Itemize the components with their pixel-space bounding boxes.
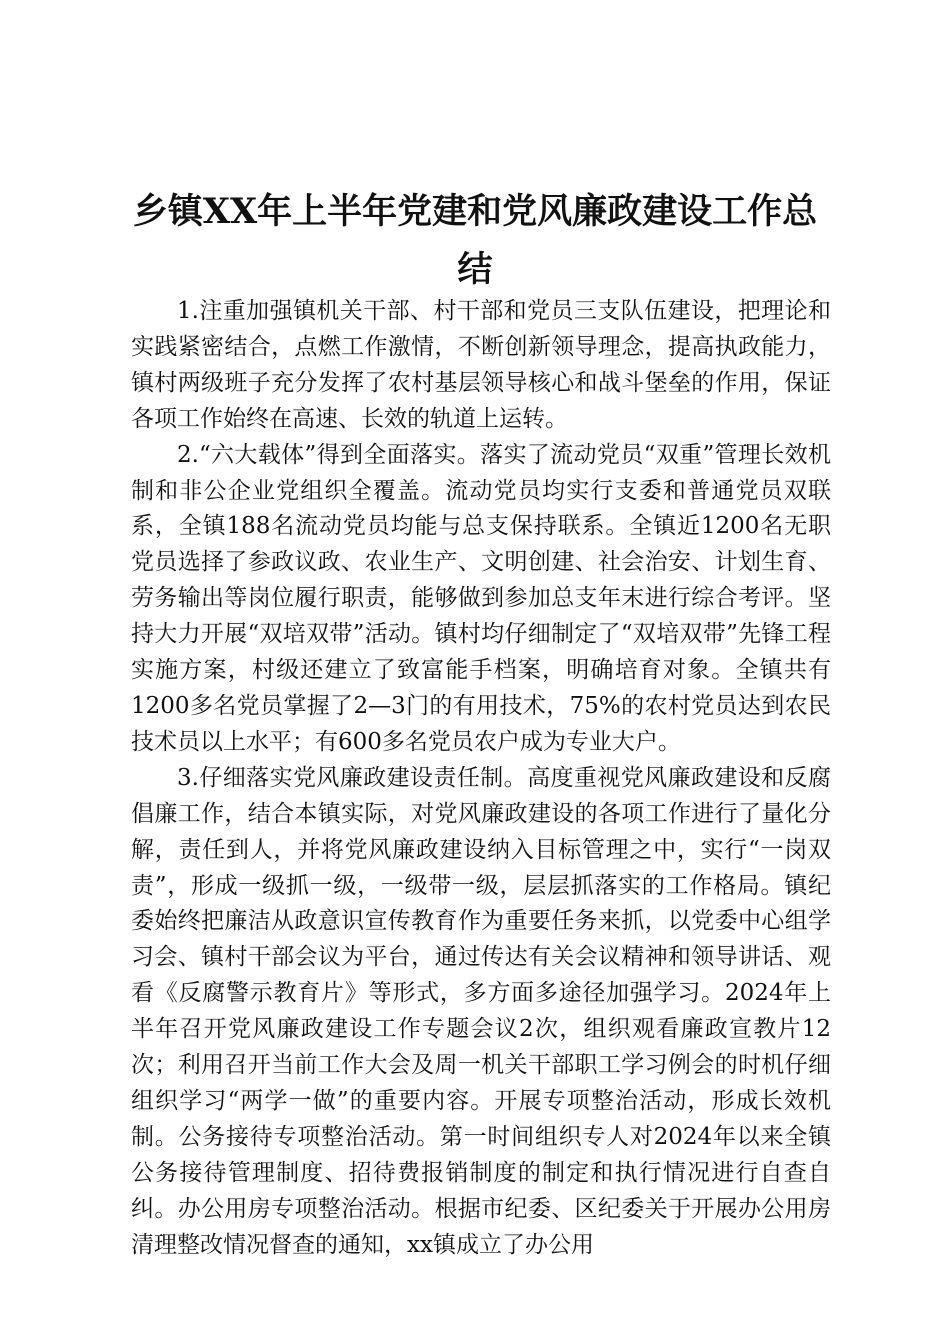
document-title-line-1: 乡镇XX年上半年党建和党风廉政建设工作总 [132, 191, 818, 232]
paragraph-2: 2.“六大载体”得到全面落实。落实了流动党员“双重”管理长效机制和非公企业党组织全覆盖。流动党员均实行支委和普通党员双联系，全镇188名流动党员均能与总支保持联系。全镇近1200名无职党员选择了参政议政、农业生产、文明创建、社会治安、计划生育、劳务输出等岗位履行职责，能够做到参加总支年末进行综合考评。坚持大力开展“双培双带”活动。镇村均仔细制定了“双培双带”先锋工程实施方案，村级还建立了致富能手档案，明确培育对象。全镇共有1200多名党员掌握了2—3门的有用技术，75%的农村党员达到农民技术员以上水平；有600多名党员农户成为专业大户。 [131, 441, 831, 755]
document-body [131, 294, 831, 1263]
document-title-line-2: 结 [457, 249, 493, 290]
paragraph-3: 3.仔细落实党风廉政建设责任制。高度重视党风廉政建设和反腐倡廉工作，结合本镇实际，对党风廉政建设的各项工作进行了量化分解，责任到人，并将党风廉政建设纳入目标管理之中，实行“一岗双责”，形成一级抓一级，一级带一级，层层抓落实的工作格局。镇纪委始终把廉洁从政意识宣传教育作为重要任务来抓，以党委中心组学习会、镇村干部会议为平台，通过传达有关会议精神和领导讲话、观看《反腐警示教育片》等形式，多方面多途径加强学习。2024年上半年召开党风廉政建设工作专题会议2次，组织观看廉政宣教片12次；利用召开当前工作大会及周一机关干部职工学习例会的时机仔细组织学习“两学一做”的重要内容。开展专项整治活动，形成长效机制。公务接待专项整治活动。第一时间组织专人对2024年以来全镇公务接待管理制度、招待费报销制度的制定和执行情况进行自查自纠。办公用房专项整治活动。根据市纪委、区纪委关于开展办公用房清理整改情况督查的通知，xx镇成立了办公用 [131, 764, 831, 1258]
paragraph-1: 1.注重加强镇机关干部、村干部和党员三支队伍建设，把理论和实践紧密结合，点燃工作激情，不断创新领导理念，提高执政能力，镇村两级班子充分发挥了农村基层领导核心和战斗堡垒的作用，保证各项工作始终在高速、长效的轨道上运转。 [131, 298, 831, 432]
